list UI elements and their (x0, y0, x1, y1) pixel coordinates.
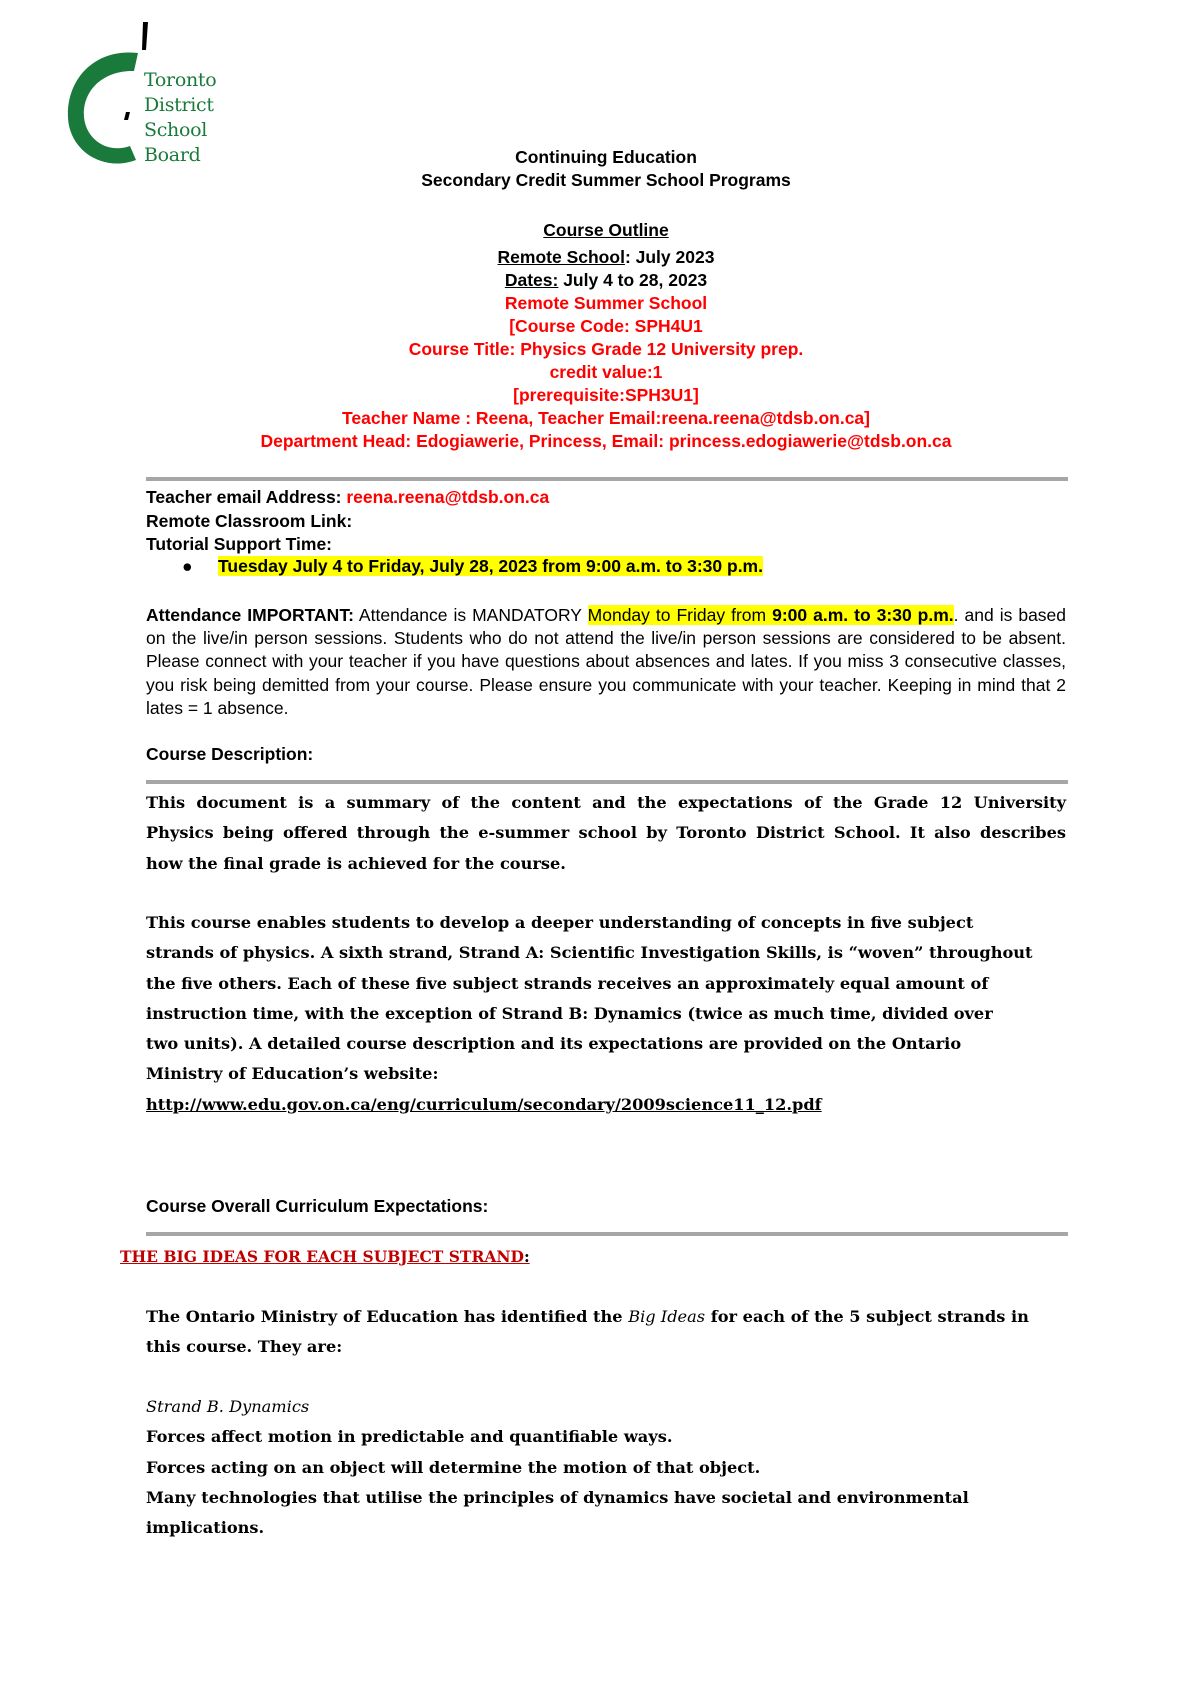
logo-line: Toronto (144, 69, 217, 91)
strand-line: Forces affect motion in predictable and quantifiable ways. (146, 1427, 673, 1447)
attendance-text: . and is based on the live/in person sessions. Students who do not attend the live/in person sessions are considered to be absent. Please connect with your teacher if you have questions about absences and lates. If you miss 3 consecutive classes, you risk being demitted from your course. Please ensure you communicate with your teacher. Keeping in mind that 2 lates = 1 absence. (146, 605, 1067, 718)
text-line: the five others. Each of these five subject strands receives an approximately equal amount of (146, 973, 989, 993)
attendance-highlight-bold: 9:00 a.m. to 3:30 p.m. (772, 605, 954, 625)
strand-line: implications. (146, 1518, 265, 1538)
course-description-heading: Course Description: (146, 744, 314, 764)
header-red-line: credit value:1 (549, 362, 663, 382)
remote-school-line (146, 246, 1066, 269)
remote-school-value: : July 2023 (624, 247, 715, 267)
dates-value: July 4 to 28, 2023 (558, 270, 708, 290)
header-red-line: Teacher Name : Reena, Teacher Email:reena.reena@tdsb.on.ca] (341, 408, 870, 428)
divider (146, 477, 1068, 481)
attendance-label: Attendance IMPORTANT: (146, 605, 354, 625)
logo-line: District (144, 94, 214, 116)
strand-line: Many technologies that utilise the principles of dynamics have societal and environmental (146, 1487, 969, 1507)
curriculum-link[interactable]: http://www.edu.gov.on.ca/eng/curriculum/secondary/2009science11_12.pdf (146, 1094, 822, 1114)
tutorial-time-value: Tuesday July 4 to Friday, July 28, 2023 from 9:00 a.m. to 3:30 p.m. (218, 556, 763, 576)
expectations-heading: Course Overall Curriculum Expectations: (146, 1196, 489, 1216)
divider (146, 780, 1068, 784)
intro-line: this course. They are: (146, 1337, 343, 1357)
header-red-line: [Course Code: SPH4U1 (509, 316, 703, 336)
strand-line: Forces acting on an object will determine the motion of that object. (146, 1457, 761, 1477)
header-line: Continuing Education (515, 147, 697, 167)
logo-line: School (144, 119, 208, 141)
header-red-line: Course Title: Physics Grade 12 University prep. (408, 339, 804, 359)
course-description-para1 (146, 788, 1066, 879)
attendance-paragraph (146, 604, 1066, 720)
dates-label: Dates: (504, 270, 559, 290)
strand-title: Strand B. Dynamics (146, 1397, 310, 1416)
text-line: instruction time, with the exception of Strand B: Dynamics (twice as much time, divided over (146, 1003, 993, 1023)
intro-emphasis: Big Ideas (628, 1307, 706, 1326)
text-line: Ministry of Education’s website: (146, 1064, 439, 1084)
header-red-line: Department Head: Edogiawerie, Princess, Email: princess.edogiawerie@tdsb.on.ca (260, 431, 952, 451)
bullet-icon: ● (182, 556, 193, 576)
remote-school-label: Remote School (497, 247, 625, 267)
intro-text: for each of the 5 subject strands in (705, 1307, 1029, 1326)
teacher-email-value[interactable]: reena.reena@tdsb.on.ca (346, 487, 550, 507)
course-description-para2 (146, 908, 1066, 1120)
contact-block (146, 486, 1068, 557)
intro-line (146, 1302, 1066, 1332)
divider (146, 1232, 1068, 1236)
classroom-link-label: Remote Classroom Link: (146, 510, 353, 531)
text-line: Physics being offered through the e-summer school by Toronto District School. It also describes (146, 823, 1066, 843)
logo-line: Board (144, 144, 201, 166)
document-header (146, 146, 1066, 453)
big-ideas-heading (120, 1247, 530, 1266)
big-ideas-colon: : (523, 1247, 530, 1266)
text-line: This course enables students to develop a deeper understanding of concepts in five subject (146, 913, 974, 932)
text-line: strands of physics. A sixth strand, Strand A: Scientific Investigation Skills, is “woven” throughout (146, 943, 1033, 963)
header-red-line: Remote Summer School (504, 293, 708, 313)
tutorial-time-label: Tutorial Support Time: (146, 534, 333, 554)
text-line: how the final grade is achieved for the course. (146, 853, 566, 873)
intro-text: The Ontario Ministry of Education has identified the (146, 1307, 629, 1326)
course-outline-text: Course Outline (543, 220, 669, 240)
big-ideas-intro (146, 1302, 1066, 1363)
teacher-email-label: Teacher email Address: (146, 487, 347, 507)
spacer (146, 192, 1066, 215)
big-ideas-text: THE BIG IDEAS FOR EACH SUBJECT STRAND (120, 1247, 524, 1266)
teacher-email-line (146, 486, 1068, 510)
attendance-highlight: Monday to Friday from (587, 605, 773, 625)
tutorial-time-item (182, 556, 763, 577)
header-line: Secondary Credit Summer School Programs (421, 170, 791, 190)
course-outline-title (146, 219, 1066, 242)
header-red-line: [prerequisite:SPH3U1] (513, 385, 699, 405)
strand-b-block (146, 1392, 1066, 1543)
text-line: two units). A detailed course description and its expectations are provided on the Ontario (146, 1034, 962, 1054)
attendance-text: Attendance is MANDATORY (353, 605, 588, 625)
dates-line (146, 269, 1066, 292)
text-line: This document is a summary of the content and the expectations of the Grade 12 University (146, 793, 1066, 812)
